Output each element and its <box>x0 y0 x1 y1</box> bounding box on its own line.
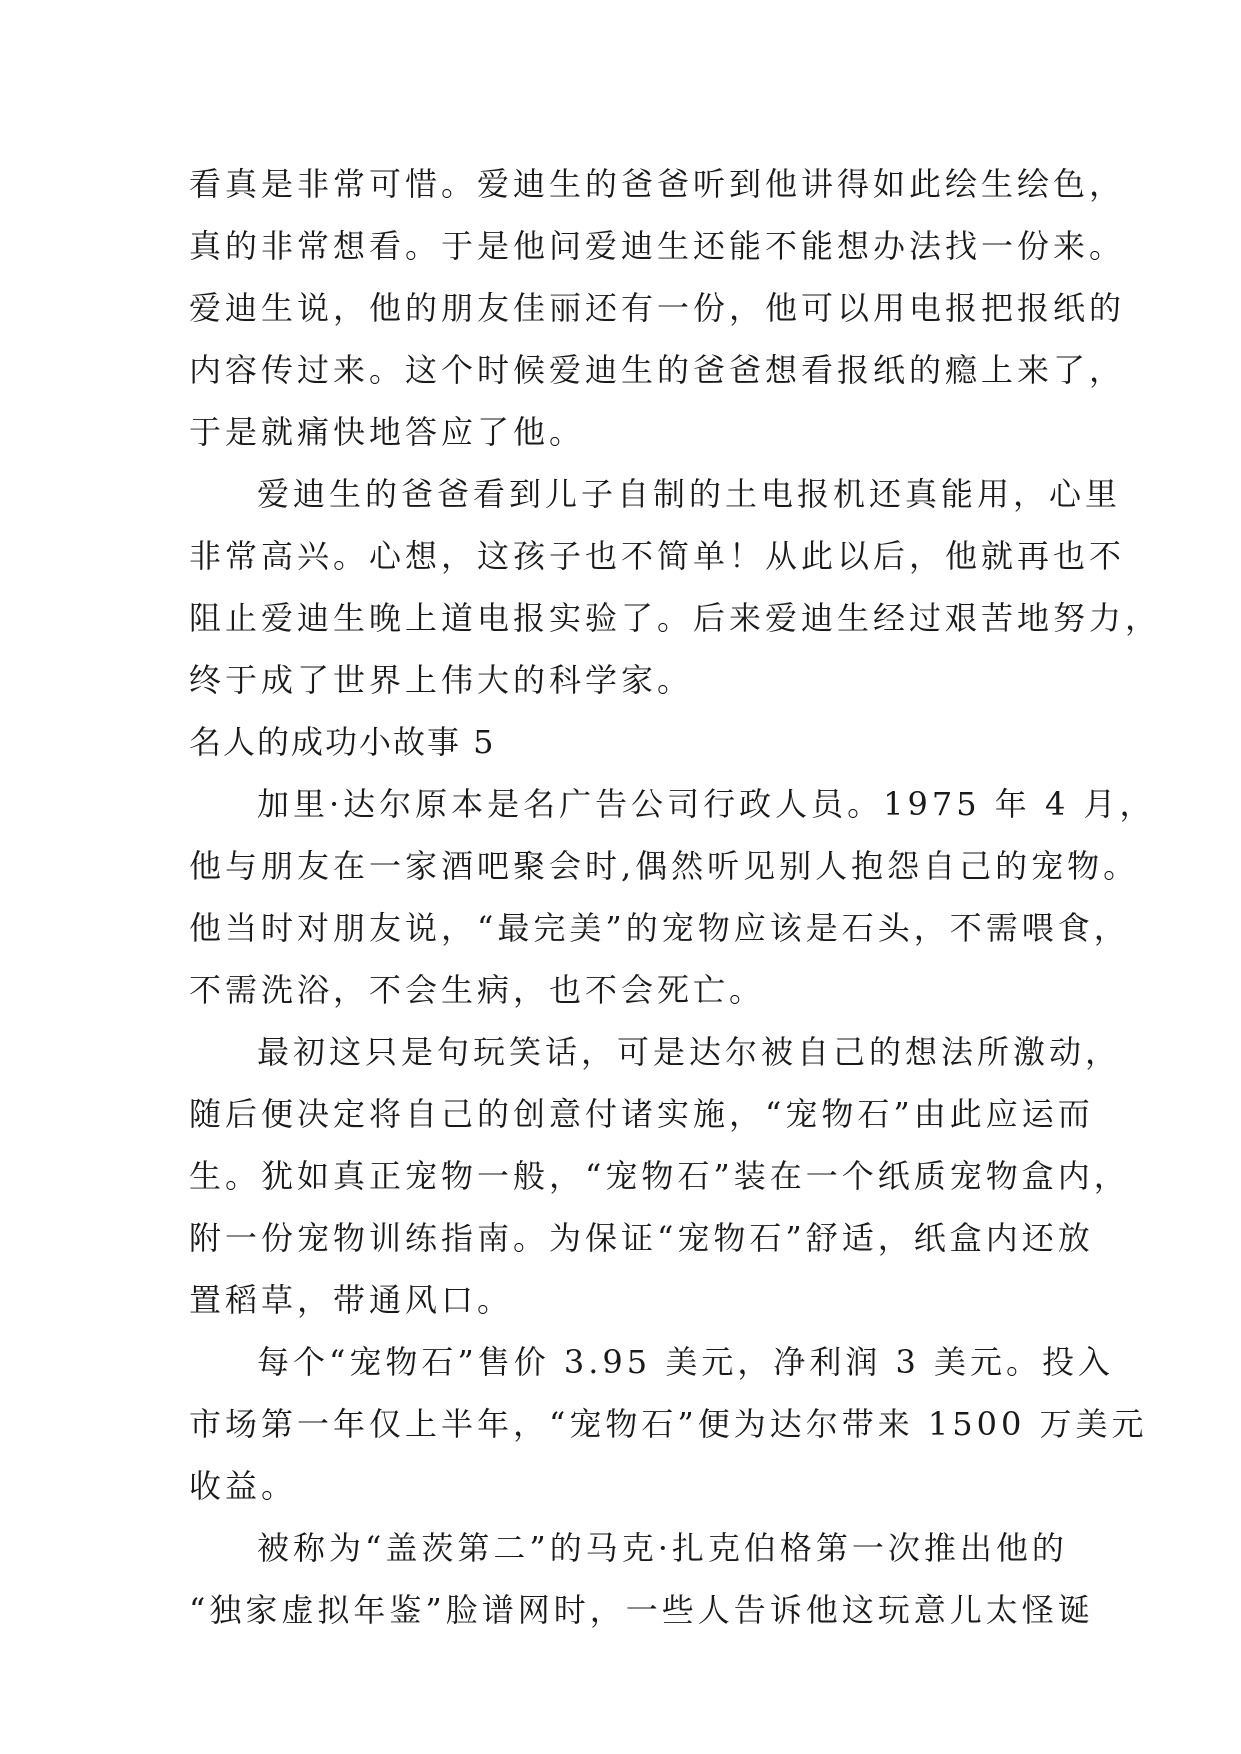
text-line: 终于成了世界上伟大的科学家。 <box>189 661 694 699</box>
text-line: 爱迪生说，他的朋友佳丽还有一份，他可以用电报把报纸的 <box>189 289 1126 327</box>
text-line: “独家虚拟年鉴”脸谱网时，一些人告诉他这玩意儿太怪诞 <box>189 1591 1094 1629</box>
body-text <box>189 153 1162 1641</box>
text-line: 阻止爱迪生晚上道电报实验了。后来爱迪生经过艰苦地努力， <box>189 599 1162 637</box>
text-line: 他与朋友在一家酒吧聚会时,偶然听见别人抱怨自己的宠物。 <box>189 847 1140 885</box>
text-line: 生。犹如真正宠物一般，“宠物石”装在一个纸质宠物盒内， <box>189 1157 1130 1195</box>
text-line: 不需洗浴，不会生病，也不会死亡。 <box>189 971 766 1009</box>
text-line: 非常高兴。心想，这孩子也不简单！从此以后，他就再也不 <box>189 537 1126 575</box>
text-line: 随后便决定将自己的创意付诸实施，“宠物石”由此应运而 <box>189 1095 1094 1133</box>
text-line: 内容传过来。这个时候爱迪生的爸爸想看报纸的瘾上来了， <box>189 351 1126 389</box>
text-line: 加里·达尔原本是名广告公司行政人员。1975 年 4 月， <box>257 785 1156 823</box>
text-line: 收益。 <box>189 1467 298 1505</box>
text-line: 他当时对朋友说，“最完美”的宠物应该是石头，不需喂食， <box>189 909 1130 947</box>
text-line: 被称为“盖茨第二”的马克·扎克伯格第一次推出他的 <box>257 1529 1068 1567</box>
text-line: 看真是非常可惜。爱迪生的爸爸听到他讲得如此绘生绘色， <box>189 165 1126 203</box>
text-line: 置稻草，带通风口。 <box>189 1281 514 1319</box>
text-line: 附一份宠物训练指南。为保证“宠物石”舒适，纸盒内还放 <box>189 1219 1094 1257</box>
section-heading: 名人的成功小故事 5 <box>189 723 496 761</box>
text-line: 最初这只是句玩笑话，可是达尔被自己的想法所激动， <box>257 1033 1122 1071</box>
text-line: 市场第一年仅上半年，“宠物石”便为达尔带来 1500 万美元 <box>189 1405 1148 1443</box>
text-line: 每个“宠物石”售价 3.95 美元，净利润 3 美元。投入 <box>257 1343 1115 1381</box>
text-line: 真的非常想看。于是他问爱迪生还能不能想办法找一份来。 <box>189 227 1126 265</box>
text-line: 于是就痛快地答应了他。 <box>189 413 586 451</box>
text-line: 爱迪生的爸爸看到儿子自制的土电报机还真能用，心里 <box>257 475 1122 513</box>
